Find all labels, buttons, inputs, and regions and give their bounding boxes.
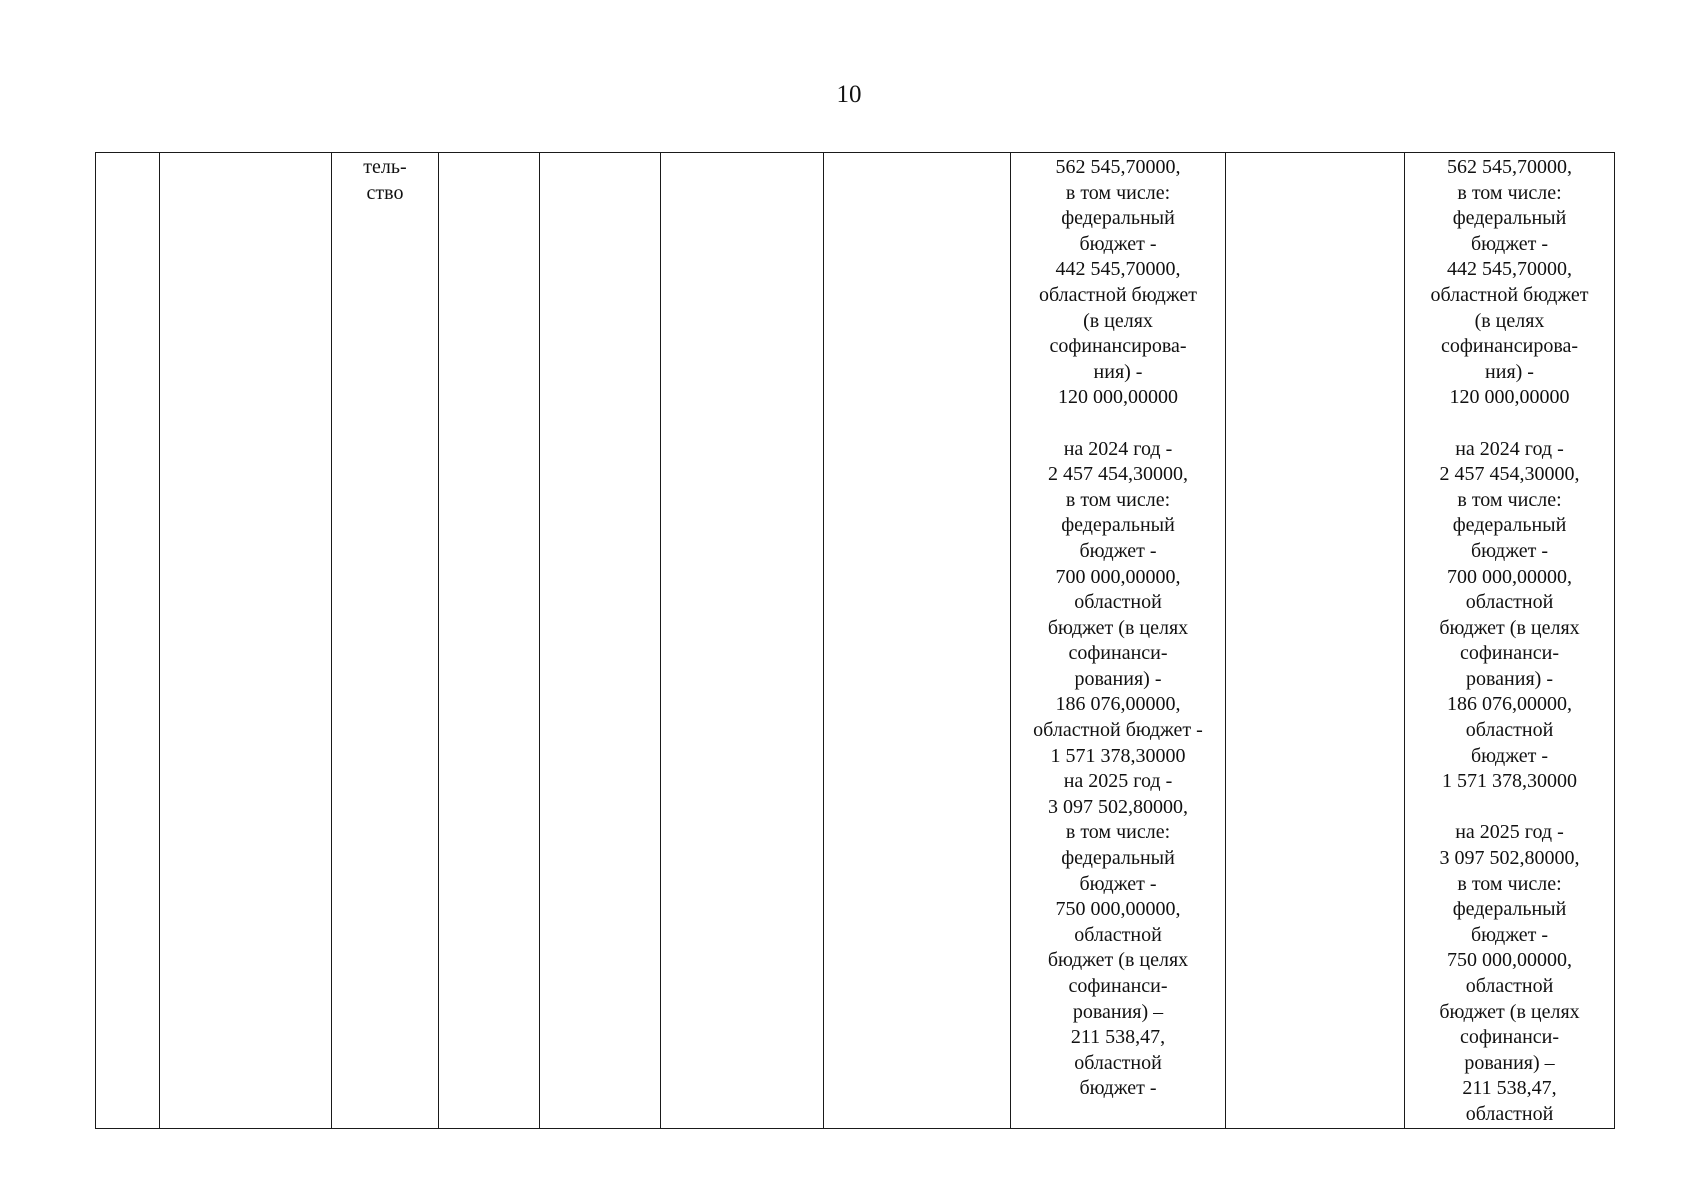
cell-text-line: ния) - — [1485, 360, 1534, 383]
cell-text-line: федеральный — [1452, 514, 1567, 537]
cell-text-line: софинанси- — [1068, 642, 1168, 665]
cell-text-line: бюджет - — [1079, 872, 1157, 895]
cell-text-line: федеральный — [1452, 898, 1567, 921]
cell-text-line: 750 000,00000, — [1055, 898, 1181, 921]
cell-text-line: бюджет - — [1079, 232, 1157, 255]
table-cell-col9 — [1226, 153, 1405, 1129]
cell-text-line: тель- — [363, 156, 407, 178]
cell-text-line: бюджет - — [1079, 1077, 1157, 1100]
cell-text-line: областной бюджет - — [1033, 719, 1203, 742]
cell-text-line: 3 097 502,80000, — [1048, 795, 1188, 818]
cell-text-line: бюджет - — [1079, 539, 1157, 562]
cell-text-line: (в целях — [1474, 309, 1545, 332]
cell-text-line: 120 000,00000 — [1058, 386, 1178, 409]
cell-text-line: рования) – — [1464, 1051, 1555, 1074]
cell-text-line: 442 545,70000, — [1055, 258, 1181, 281]
cell-text-line: бюджет (в целях — [1047, 949, 1189, 972]
cell-text-line: 186 076,00000, — [1447, 693, 1572, 716]
cell-text-line: федеральный — [1061, 514, 1175, 537]
cell-text-line: софинансирова- — [1049, 335, 1187, 358]
cell-text-line: областной бюджет — [1430, 283, 1589, 306]
cell-text-line: в том числе: — [1065, 821, 1171, 844]
table-row — [96, 153, 1615, 1129]
cell-text-line: областной — [1074, 1051, 1162, 1074]
cell-text-line: бюджет (в целях — [1439, 1000, 1580, 1023]
budget-table — [95, 152, 1615, 1129]
cell-text-line: 700 000,00000, — [1447, 565, 1572, 588]
cell-text-line: на 2025 год - — [1455, 821, 1564, 844]
cell-text-line: бюджет - — [1470, 539, 1549, 562]
cell-text-line: 1 571 378,30000 — [1442, 770, 1577, 793]
cell-text-line: ния) - — [1093, 360, 1143, 383]
cell-text-line: областной — [1074, 923, 1162, 946]
cell-text-line — [1405, 411, 1614, 437]
table-cell-col6 — [661, 153, 824, 1129]
cell-text-line: софинансирова- — [1440, 335, 1579, 358]
cell-text-line: областной — [1074, 591, 1162, 614]
cell-text-line: федеральный — [1452, 207, 1567, 230]
table-cell-col4 — [439, 153, 540, 1129]
cell-text-line: 120 000,00000 — [1449, 386, 1570, 409]
cell-text-line: рования) - — [1466, 667, 1553, 690]
cell-text-line: в том числе: — [1065, 488, 1171, 511]
cell-text-line: бюджет - — [1470, 232, 1549, 255]
cell-text-line: софинанси- — [1459, 1026, 1560, 1049]
cell-text-line: в том числе: — [1065, 181, 1171, 204]
cell-text-line: бюджет - — [1470, 923, 1549, 946]
cell-text-line: бюджет (в целях — [1047, 616, 1189, 639]
cell-text-line: бюджет (в целях — [1439, 616, 1580, 639]
cell-text-line: рования) - — [1074, 667, 1162, 690]
table-cell-col8 — [1011, 153, 1226, 1129]
cell-text-line: на 2024 год - — [1455, 437, 1564, 460]
cell-text-line: 1 571 378,30000 — [1050, 744, 1186, 767]
cell-text-line: в том числе: — [1457, 488, 1562, 511]
cell-text-line: 562 545,70000, — [1447, 156, 1572, 178]
cell-text-line: 2 457 454,30000, — [1439, 463, 1580, 486]
cell-text-line: 211 538,47, — [1462, 1077, 1557, 1100]
cell-text-line: 442 545,70000, — [1447, 258, 1572, 281]
cell-text-line — [1405, 795, 1614, 821]
cell-text-line: 186 076,00000, — [1055, 693, 1181, 716]
cell-text-line: (в целях — [1083, 309, 1153, 332]
table-cell-col2 — [160, 153, 332, 1129]
cell-text-line: в том числе: — [1457, 181, 1562, 204]
table-cell-col10 — [1405, 153, 1615, 1129]
cell-text-line: 562 545,70000, — [1055, 156, 1181, 178]
cell-text-line: бюджет - — [1470, 744, 1549, 767]
table-cell-col5 — [540, 153, 661, 1129]
table-cell-col7 — [824, 153, 1011, 1129]
cell-text-line: ство — [366, 181, 404, 204]
cell-text-line: областной — [1465, 591, 1554, 614]
table-cell-col1 — [96, 153, 160, 1129]
cell-text-line: федеральный — [1061, 847, 1175, 870]
cell-text-line: рования) – — [1072, 1000, 1164, 1023]
cell-text-line: областной — [1465, 1102, 1554, 1125]
cell-text-line: областной бюджет — [1038, 283, 1197, 306]
table-cell-col3 — [332, 153, 439, 1129]
cell-text-line: 2 457 454,30000, — [1048, 463, 1188, 486]
cell-text-line: областной — [1465, 719, 1554, 742]
cell-text-line: 700 000,00000, — [1055, 565, 1181, 588]
cell-text-line: 211 538,47, — [1070, 1026, 1166, 1049]
cell-text-line: 3 097 502,80000, — [1439, 847, 1580, 870]
cell-text-line: софинанси- — [1459, 642, 1560, 665]
cell-text-line: в том числе: — [1457, 872, 1562, 895]
cell-text-line: на 2024 год - — [1063, 437, 1173, 460]
cell-text-line — [1011, 411, 1225, 437]
page-number: 10 — [836, 81, 862, 108]
cell-text-line: областной — [1465, 975, 1554, 997]
cell-text-line: на 2025 год - — [1063, 770, 1173, 793]
cell-text-line: 750 000,00000, — [1447, 949, 1572, 972]
cell-text-line: софинанси- — [1068, 975, 1168, 997]
cell-text-line: федеральный — [1061, 207, 1175, 230]
